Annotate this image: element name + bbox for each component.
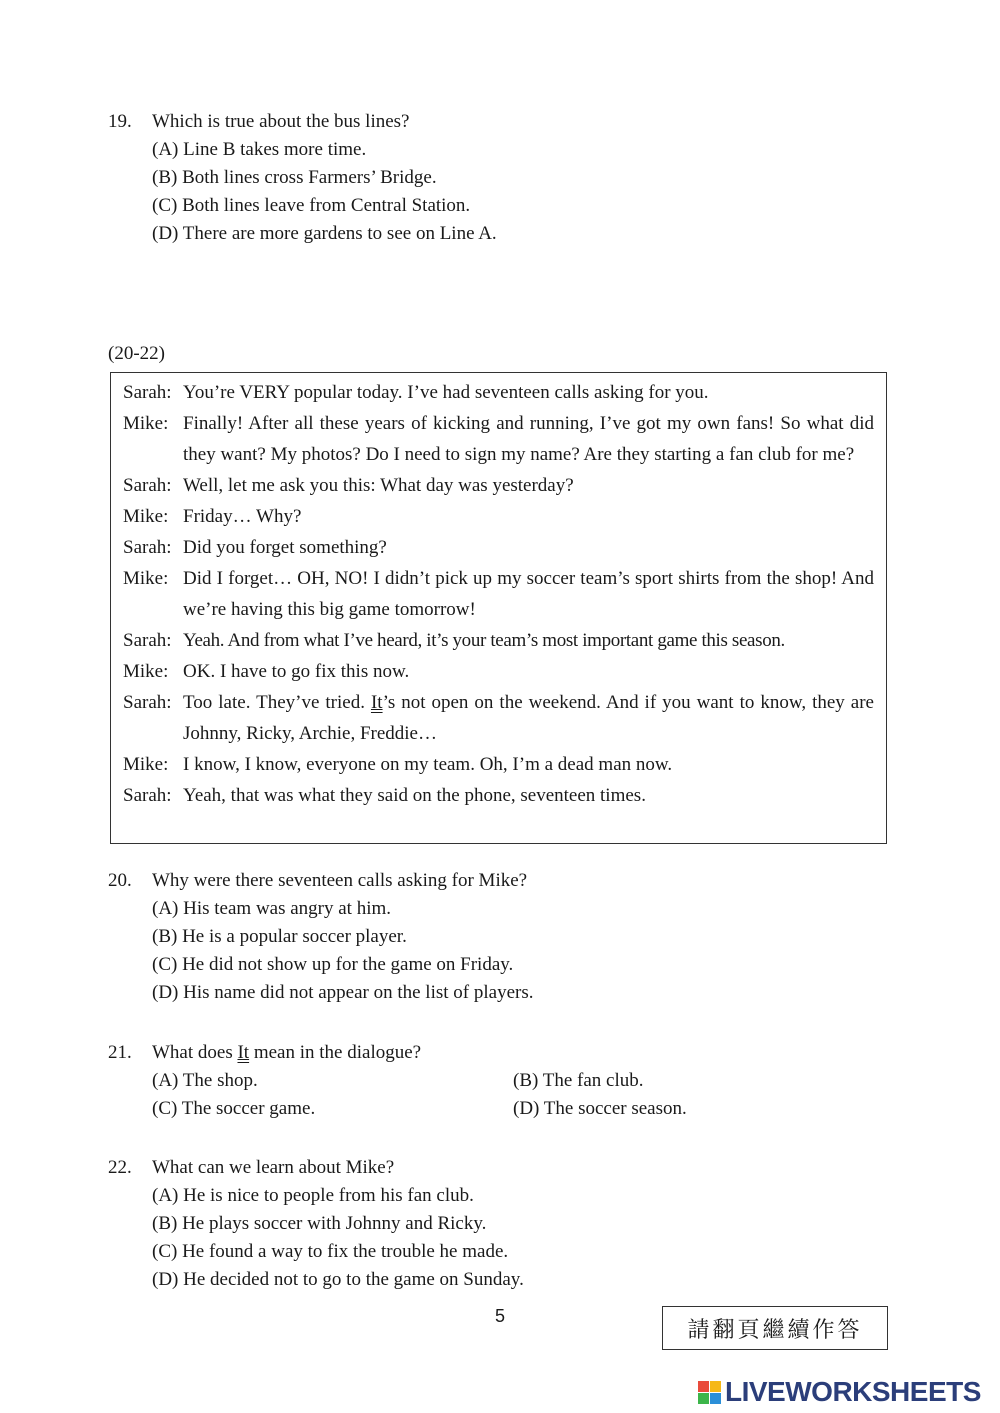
option-b: (B) The fan club. — [513, 1070, 644, 1091]
stem-part: What does — [152, 1042, 238, 1063]
utterance: Finally! After all these years of kicking and running, I’ve got my own fans! So what did they want? My photos? Do I need to sign my name? Are they starting a fan club for me? — [183, 413, 874, 465]
dialogue-line — [123, 749, 874, 780]
question-number: 19. — [108, 111, 132, 132]
speaker: Mike: — [123, 413, 169, 434]
speaker: Mike: — [123, 661, 169, 682]
stem-part: mean in the dialogue? — [249, 1042, 422, 1063]
utterance: Did I forget… OH, NO! I didn’t pick up my soccer team’s sport shirts from the shop! And we’re having this big game tomorrow! — [183, 568, 874, 620]
dialogue-line — [123, 532, 874, 563]
question-stem: Which is true about the bus lines? — [152, 111, 410, 132]
question-20 — [108, 867, 533, 1007]
question-number: 22. — [108, 1157, 132, 1178]
turn-page-note: 請翻頁繼續作答 — [662, 1306, 888, 1350]
utterance: Yeah. And from what I’ve heard, it’s your team’s most important game this season. — [183, 630, 785, 651]
speaker: Sarah: — [123, 630, 172, 651]
utterance — [183, 687, 874, 749]
option-c: (C) He did not show up for the game on Friday. — [152, 954, 514, 975]
utterance: OK. I have to go fix this now. — [183, 661, 410, 682]
speaker: Sarah: — [123, 475, 172, 496]
speaker: Sarah: — [123, 785, 172, 806]
option-a: (A) Line B takes more time. — [152, 139, 367, 160]
dialogue-line — [123, 501, 874, 532]
dialogue-line — [123, 563, 874, 625]
dialogue-line — [123, 656, 874, 687]
speaker: Sarah: — [123, 692, 172, 713]
option-d: (D) There are more gardens to see on Line A. — [152, 223, 497, 244]
utterance: Yeah, that was what they said on the phone, seventeen times. — [183, 785, 646, 806]
question-number: 21. — [108, 1042, 132, 1063]
speaker: Mike: — [123, 754, 169, 775]
watermark-text: LIVEWORKSHEETS — [725, 1376, 981, 1407]
speaker: Sarah: — [123, 537, 172, 558]
logo-square — [710, 1393, 721, 1404]
question-19 — [108, 108, 497, 248]
option-a: (A) He is nice to people from his fan club. — [152, 1185, 474, 1206]
logo-square — [710, 1381, 721, 1392]
option-a: (A) His team was angry at him. — [152, 898, 392, 919]
question-stem — [152, 1039, 421, 1067]
liveworksheets-logo-icon — [698, 1381, 721, 1404]
question-stem: Why were there seventeen calls asking for Mike? — [152, 870, 528, 891]
utterance: You’re VERY popular today. I’ve had seventeen calls asking for you. — [183, 382, 709, 403]
utterance: I know, I know, everyone on my team. Oh, I’m a dead man now. — [183, 754, 673, 775]
dialogue-line — [123, 470, 874, 501]
utterance: Friday… Why? — [183, 506, 302, 527]
question-stem: What can we learn about Mike? — [152, 1157, 395, 1178]
option-c: (C) Both lines leave from Central Station. — [152, 195, 471, 216]
option-d: (D) His name did not appear on the list of players. — [152, 982, 534, 1003]
option-b: (B) Both lines cross Farmers’ Bridge. — [152, 167, 437, 188]
liveworksheets-watermark — [698, 1376, 981, 1408]
option-c: (C) He found a way to fix the trouble he made. — [152, 1241, 509, 1262]
marked-word-it: It — [237, 1042, 250, 1063]
utterance: Well, let me ask you this: What day was yesterday? — [183, 475, 574, 496]
options-grid — [152, 1067, 813, 1123]
option-d: (D) The soccer season. — [513, 1098, 687, 1119]
page-number: 5 — [494, 1306, 505, 1326]
passage-label: (20-22) — [108, 343, 165, 364]
question-22 — [108, 1154, 524, 1294]
logo-square — [698, 1381, 709, 1392]
speaker: Mike: — [123, 568, 169, 589]
dialogue-line — [123, 780, 874, 811]
dialogue-line — [123, 625, 874, 656]
utterance-part: Too late. They’ve tried. — [183, 692, 371, 713]
dialogue-line — [123, 687, 874, 749]
question-21 — [108, 1039, 813, 1123]
speaker: Sarah: — [123, 382, 172, 403]
question-number: 20. — [108, 870, 132, 891]
option-a: (A) The shop. — [152, 1070, 258, 1091]
option-c: (C) The soccer game. — [152, 1098, 316, 1119]
utterance: Did you forget something? — [183, 537, 387, 558]
marked-word-it: It — [370, 692, 383, 713]
option-b: (B) He plays soccer with Johnny and Ricky. — [152, 1213, 487, 1234]
dialogue-line — [123, 408, 874, 470]
utterance-part: ’s not open on the weekend. And if you want to know, they are Johnny, Ricky, Archie, Freddie… — [183, 692, 874, 744]
dialogue-line — [123, 377, 874, 408]
speaker: Mike: — [123, 506, 169, 527]
option-b: (B) He is a popular soccer player. — [152, 926, 407, 947]
logo-square — [698, 1393, 709, 1404]
dialogue-box — [110, 372, 887, 844]
option-d: (D) He decided not to go to the game on Sunday. — [152, 1269, 524, 1290]
